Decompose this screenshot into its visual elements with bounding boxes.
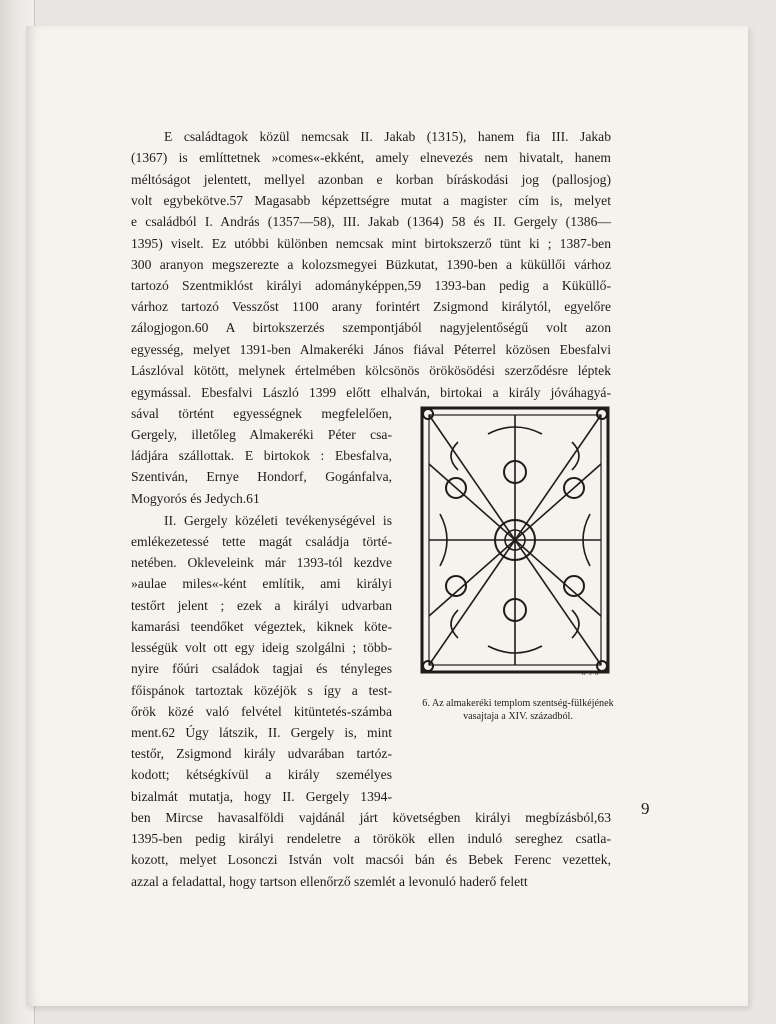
text-line: őrök közé való felvétel kitüntetés-számba xyxy=(131,704,392,719)
text-line: lességük volt ott egy ideig szolgálni ; több- xyxy=(131,640,392,655)
text-line: kozott, melyet Losonczi István volt macsói bán és Bebek Ferenc vezettek, xyxy=(131,852,611,867)
text-line: Gergely, illetőleg Almakeréki Péter csa- xyxy=(131,427,392,442)
page-number: 9 xyxy=(641,799,650,818)
text-line: ben Mircse havasalföldi vajdánál járt követségben királyi megbízásból,63 xyxy=(131,810,611,825)
text-line: »aulae miles«-ként említik, ami királyi xyxy=(131,576,392,591)
text-line: nyire főúri családok tagjai és tényleges xyxy=(131,661,392,676)
figure-signature: K S G xyxy=(582,672,600,677)
text-line: sával történt egyességnek megfelelően, xyxy=(131,406,392,421)
text-line: netében. Okleveleink már 1393-tól kezdve xyxy=(131,555,392,570)
text-line: Mogyorós és Jedych.61 xyxy=(131,491,260,506)
text-line: Szentiván, Ernye Hondorf, Gogánfalva, xyxy=(131,469,392,484)
text-line: emlékezetessé tette magát családja törté- xyxy=(131,534,392,549)
text-line: II. Gergely közéleti tevékenységével is xyxy=(164,513,392,528)
figure-caption: 6. Az almakeréki templom szentség-fülkéjének vasajtaja a XIV. századból. xyxy=(422,698,614,722)
text-line: kodott; kétségkívül a király személyes xyxy=(131,767,392,782)
text-line: 300 aranyon megszerezte a kolozsmegyei Büzkutat, 1390-ben a küküllői várhoz xyxy=(131,257,611,272)
text-line: E családtagok közül nemcsak II. Jakab (1315), hanem fia III. Jakab xyxy=(164,129,611,144)
text-line: egyesség, melyet 1391-ben Almakeréki János fiával Péterrel közösen Ebesfalvi xyxy=(131,342,611,357)
text-line: főispánok tartoztak közéjök s így a test- xyxy=(131,683,392,698)
text-line: bizalmát mutatja, hogy II. Gergely 1394- xyxy=(131,789,392,804)
text-line: Lászlóval kötött, melynek értelmében kölcsönös örökösödési szerződésre léptek xyxy=(131,363,611,378)
text-line: zálogjogon.60 A birtokszerzés szempontjából nagyjelentőségű volt azon xyxy=(131,320,611,335)
text-line: testőr, Zsigmond király udvarában tartóz- xyxy=(131,746,392,761)
text-line: egymással. Ebesfalvi László 1399 előtt elhalván, birtokai a király jóváhagyá- xyxy=(131,385,611,400)
text-line: ment.62 Úgy látszik, II. Gergely is, mint xyxy=(131,725,392,740)
text-line: tartozó Szentmiklóst királyi adományképpen,59 1393-ban pedig a Küküllő- xyxy=(131,278,611,293)
text-line: e családból I. András (1357—58), III. Jakab (1364) 58 és II. Gergely (1386— xyxy=(131,214,611,229)
iron-door-illustration xyxy=(418,404,612,676)
text-line: testőrt jelent ; ezek a királyi udvarban xyxy=(131,598,392,613)
text-line: (1367) is említtetnek »comes«-ekként, amely elnevezés nem hivatalt, hanem xyxy=(131,150,611,165)
text-line: várhoz tartozó Vesszőst 1100 arany forintért Zsigmond királytól, egyelőre xyxy=(131,299,611,314)
text-line: 1395-ben pedig királyi rendeletre a törökök ellen induló sereghez csatla- xyxy=(131,831,611,846)
text-line: méltóságot jelentett, mellyel azonban e korban bíráskodási jog (pallosjog) xyxy=(131,172,611,187)
text-line: 1395) viselt. Ez utóbbi különben nemcsak mint birtokszerző tünt ki ; 1387-ben xyxy=(131,236,611,251)
text-line: kamarási teendőket végeztek, kiknek köte- xyxy=(131,619,392,634)
text-line: azzal a feladattal, hogy tartson ellenőrző szemlét a levonuló haderő felett xyxy=(131,874,528,889)
text-line: volt egybekötve.57 Magasabb képzettségre mutat a magister cím is, melyet xyxy=(131,193,611,208)
text-line: ládjára szállottak. E birtokok : Ebesfalva, xyxy=(131,448,392,463)
